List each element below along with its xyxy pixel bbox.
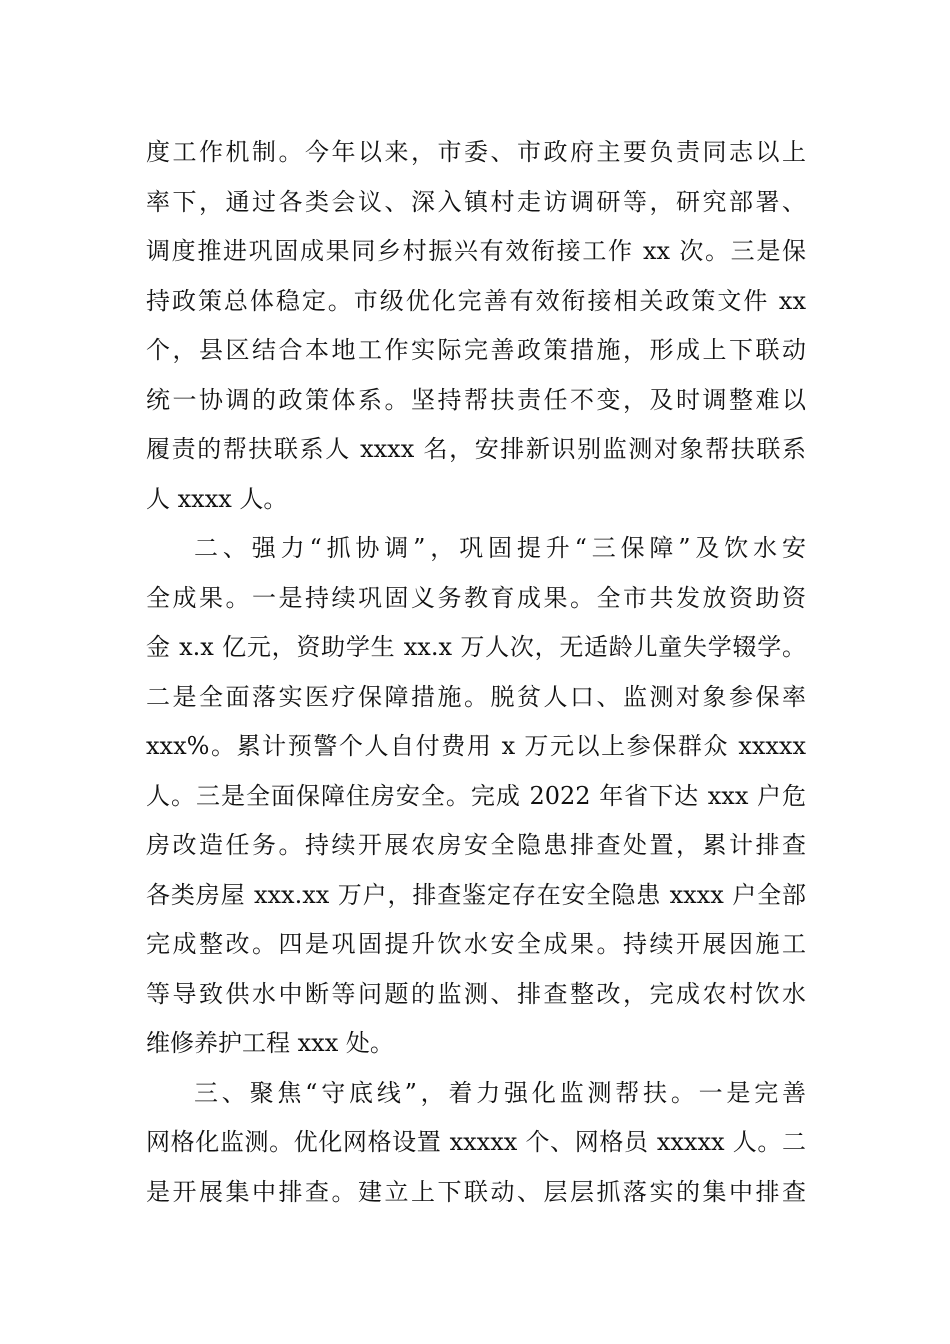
text-line: 完成整改。四是巩固提升饮水安全成果。持续开展因施工	[146, 930, 806, 958]
text-line: 是开展集中排查。建立上下联动、层层抓落实的集中排查	[146, 1178, 806, 1206]
text-line: 金 x.x 亿元，资助学生 xx.x 万人次，无适龄儿童失学辍学。	[146, 633, 806, 661]
section-heading-line: 二、强力“抓协调”，巩固提升“三保障”及饮水安	[194, 534, 806, 562]
text-line: 维修养护工程 xxx 处。	[146, 1029, 394, 1057]
text-line: 个，县区结合本地工作实际完善政策措施，形成上下联动	[146, 336, 806, 364]
text-line: 等导致供水中断等问题的监测、排查整改，完成农村饮水	[146, 980, 806, 1008]
text-line: 全成果。一是持续巩固义务教育成果。全市共发放资助资	[146, 584, 806, 612]
text-line: 各类房屋 xxx.xx 万户，排查鉴定存在安全隐患 xxxx 户全部	[146, 881, 806, 909]
text-line: 履责的帮扶联系人 xxxx 名，安排新识别监测对象帮扶联系	[146, 435, 806, 463]
text-line: 网格化监测。优化网格设置 xxxxx 个、网格员 xxxxx 人。二	[146, 1128, 806, 1156]
text-line: 度工作机制。今年以来，市委、市政府主要负责同志以上	[146, 138, 806, 166]
text-line: 调度推进巩固成果同乡村振兴有效衔接工作 xx 次。三是保	[146, 237, 806, 265]
text-line: xxx%。累计预警个人自付费用 x 万元以上参保群众 xxxxx	[146, 732, 806, 760]
text-line: 持政策总体稳定。市级优化完善有效衔接相关政策文件 xx	[146, 287, 806, 315]
text-line: 房改造任务。持续开展农房安全隐患排查处置，累计排查	[146, 831, 806, 859]
text-line: 人。三是全面保障住房安全。完成 2022 年省下达 xxx 户危	[146, 782, 806, 810]
text-line: 统一协调的政策体系。坚持帮扶责任不变，及时调整难以	[146, 386, 806, 414]
text-line: 二是全面落实医疗保障措施。脱贫人口、监测对象参保率	[146, 683, 806, 711]
text-line: 人 xxxx 人。	[146, 485, 288, 513]
text-line: 率下，通过各类会议、深入镇村走访调研等，研究部署、	[146, 188, 806, 216]
section-heading-line: 三、聚焦“守底线”，着力强化监测帮扶。一是完善	[194, 1079, 806, 1107]
